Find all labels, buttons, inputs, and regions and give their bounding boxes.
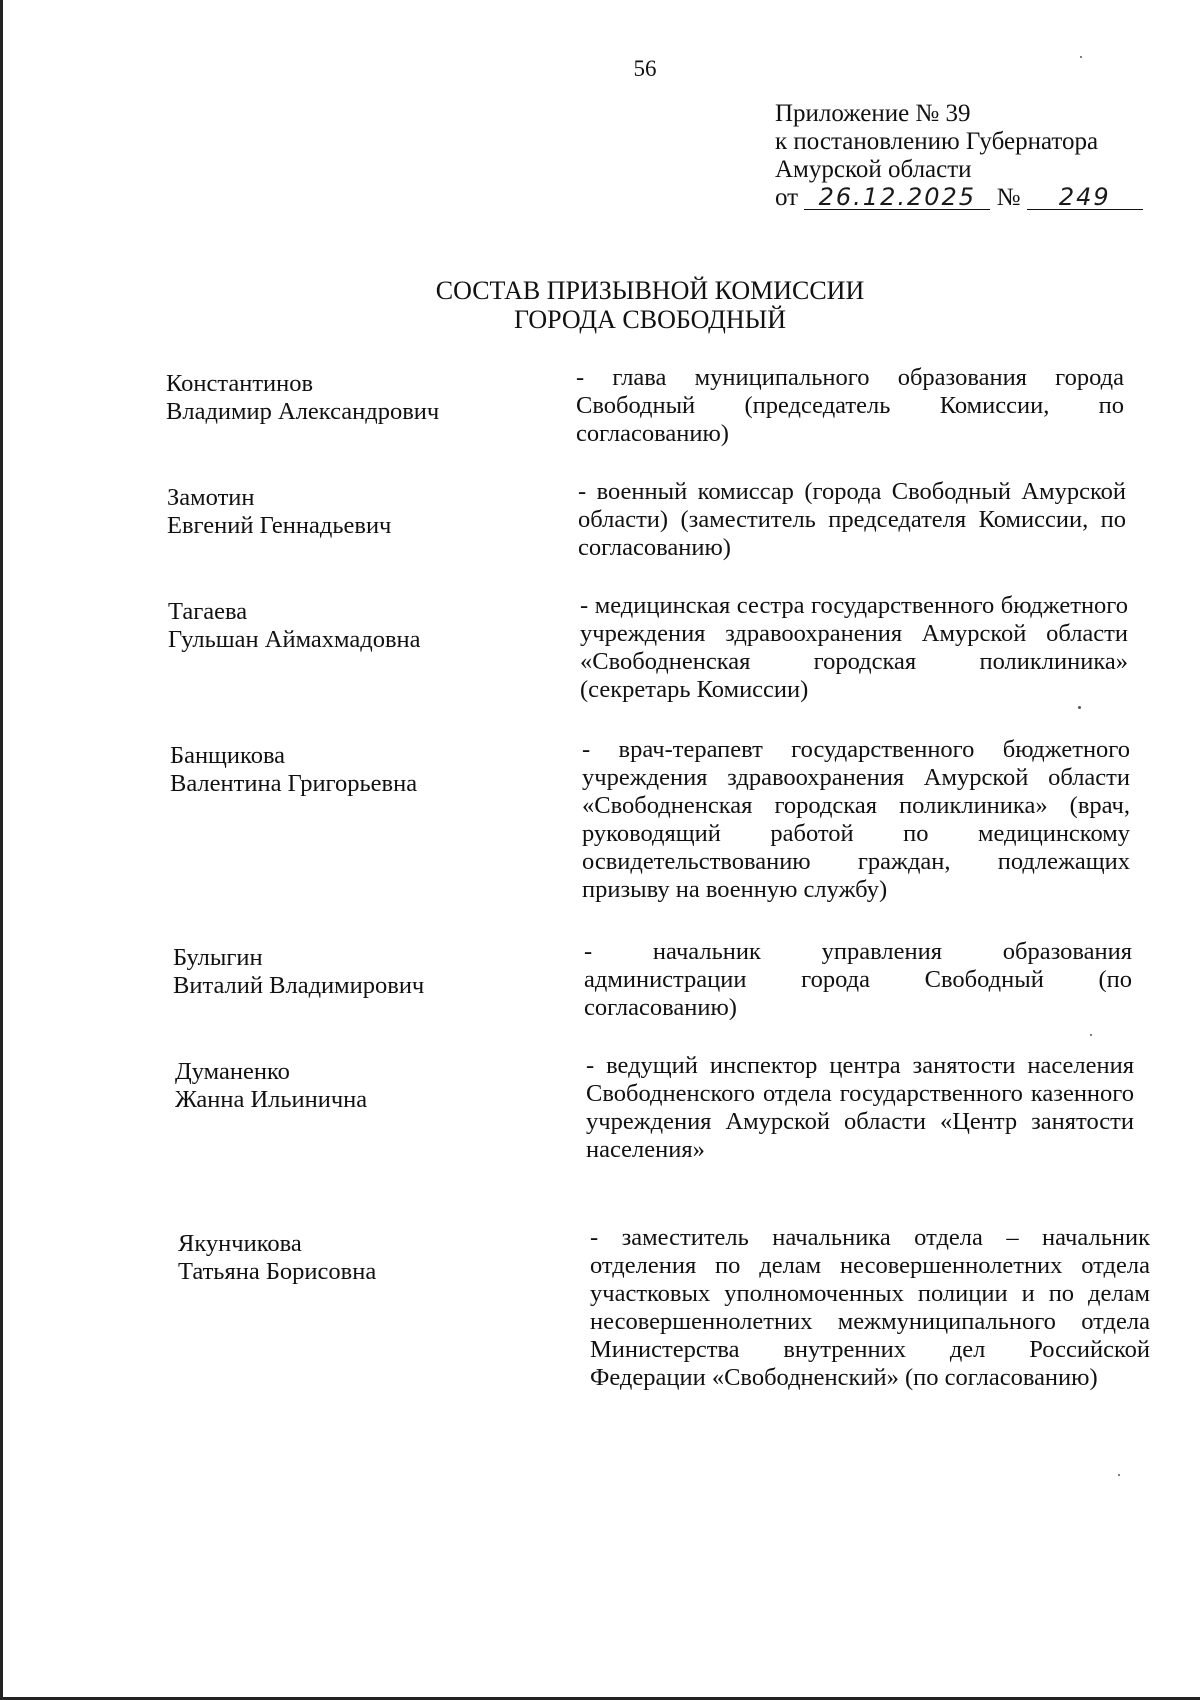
member-surname: Банщикова [170,742,286,769]
scan-speck [1078,706,1081,709]
member-surname: Замотин [167,484,255,511]
member-given-names: Владимир Александрович [166,398,440,425]
page-number: 56 [633,56,657,81]
member-name [178,1230,558,1286]
member-name [173,944,553,1000]
member-given-names: Валентина Григорьевна [170,770,418,797]
member-surname: Думаненко [175,1058,290,1085]
handwritten-number: 249 [1027,185,1143,210]
appendix-date-number-line [775,184,1143,212]
document-title [0,276,1200,334]
member-name [175,1058,555,1114]
member-name [167,484,547,540]
member-role: - военный комиссар (города Свободный Амурской области) (заместитель председателя Комиссии, по согласованию) [578,478,1126,561]
member-role: - медицинская сестра государственного бюджетного учреждения здравоохранения Амурской области «Свободненская городская поликлиника» (секретарь Комиссии) [580,592,1128,703]
scan-speck [1080,56,1082,58]
title-line-1: СОСТАВ ПРИЗЫВНОЙ КОМИССИИ [435,276,865,305]
member-surname: Константинов [166,370,314,397]
appendix-number: Приложение № 39 [775,100,971,127]
member-given-names: Виталий Владимирович [173,972,425,999]
member-surname: Тагаева [168,598,248,625]
member-surname: Якунчикова [178,1230,302,1257]
scan-border-left [0,0,3,1700]
member-given-names: Татьяна Борисовна [178,1258,377,1285]
title-line-2: ГОРОДА СВОБОДНЫЙ [513,305,787,334]
member-role: - врач-терапевт государственного бюджетного учреждения здравоохранения Амурской области «Свободненская городская поликлиника» (врач, руководящий работой по медицинскому освидетельствованию граждан, подлежащих призыву на военную службу) [582,736,1130,903]
member-surname: Булыгин [173,944,263,971]
member-role: - глава муниципального образования города Свободный (председатель Комиссии, по согласованию) [576,364,1124,447]
member-given-names: Жанна Ильинична [175,1086,368,1113]
member-role: - заместитель начальника отдела – начальник отделения по делам несовершеннолетних отдела участковых уполномоченных полиции и по делам несовершеннолетних межмуниципального отдела Министерства внутренних дел Российской Федерации «Свободненский» (по согласованию) [590,1224,1150,1391]
scan-speck [1090,1034,1092,1036]
member-given-names: Евгений Геннадьевич [167,512,392,539]
date-prefix: от [775,184,799,211]
member-name [170,742,550,798]
member-name [166,370,546,426]
handwritten-date: 26.12.2025 [804,185,990,210]
appendix-decree-ref: к постановлению Губернатора [775,128,1099,155]
member-role: - ведущий инспектор центра занятости населения Свободненского отдела государственного казенного учреждения Амурской области «Центр занятости населения» [586,1052,1134,1163]
member-given-names: Гульшан Аймахмадовна [168,626,421,653]
member-role: - начальник управления образования администрации города Свободный (по согласованию) [584,938,1132,1021]
number-prefix: № [996,184,1021,211]
scan-speck [1118,1474,1120,1476]
appendix-header [775,100,1143,212]
member-name [168,598,548,654]
appendix-region: Амурской области [775,156,972,183]
